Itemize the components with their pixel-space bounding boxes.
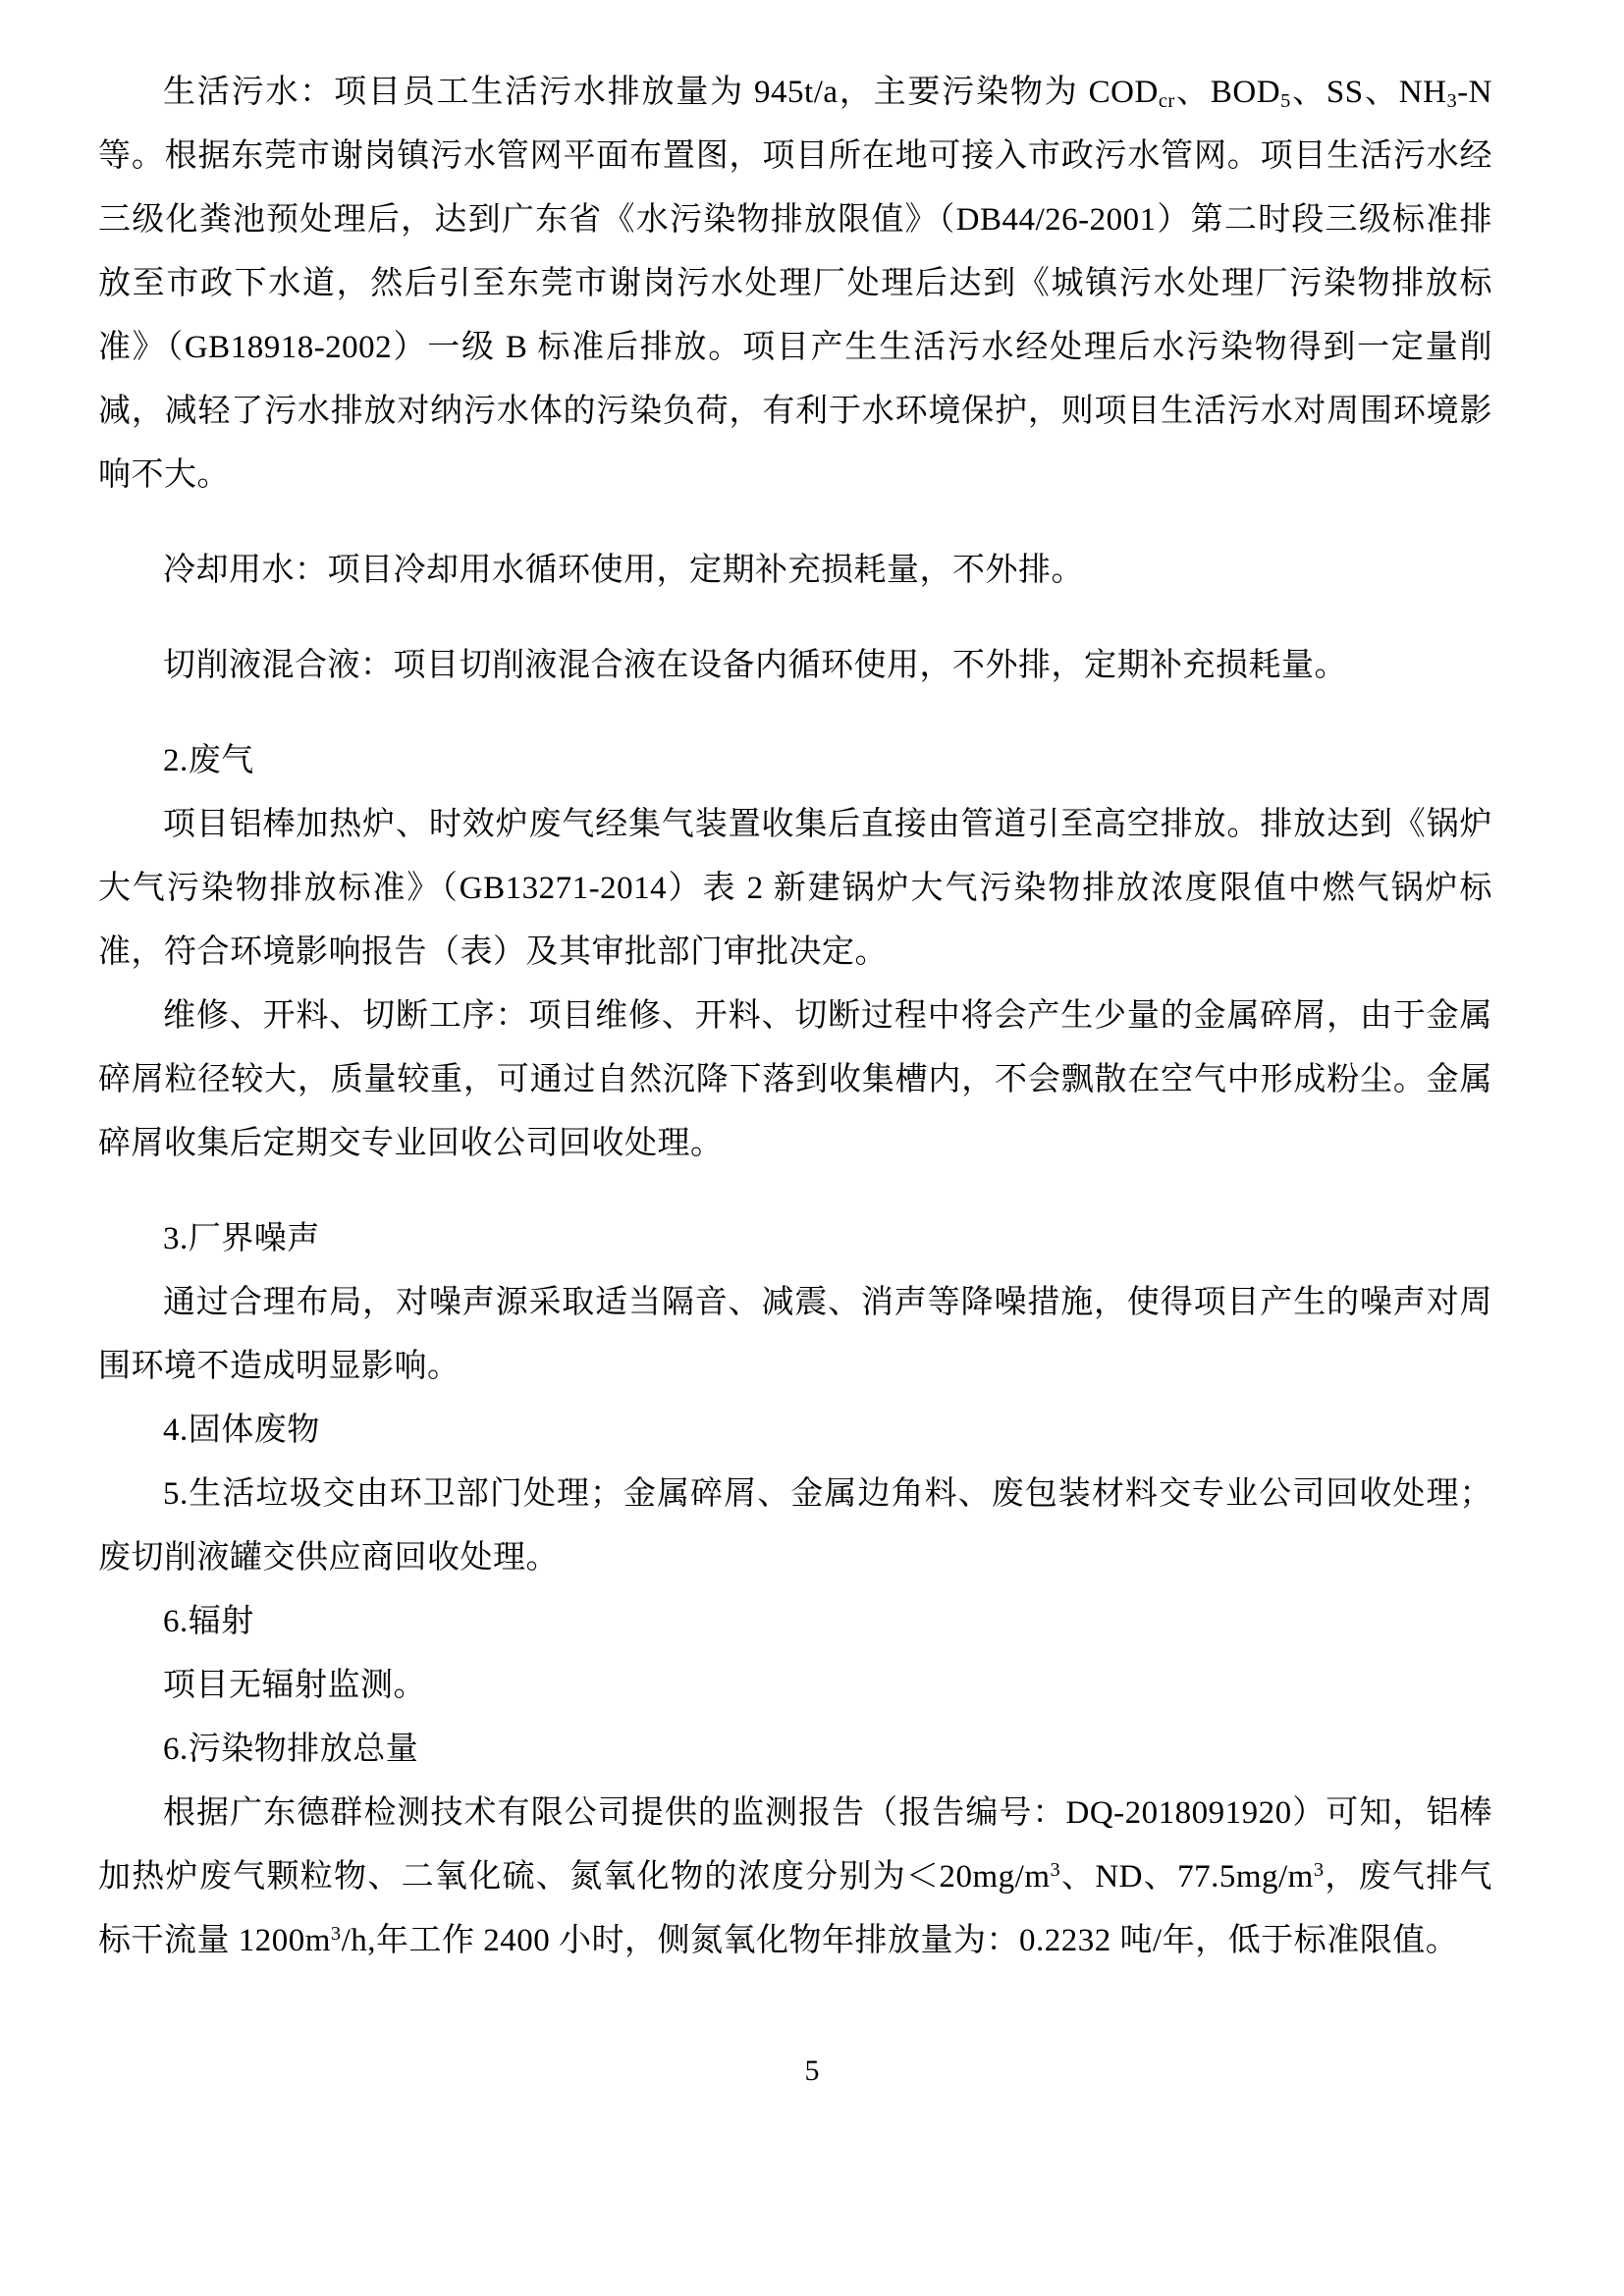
text-run: 、SS、NH bbox=[1290, 75, 1447, 110]
text-run: 6.污染物排放总量 bbox=[163, 1732, 419, 1767]
paragraph bbox=[98, 539, 1492, 603]
paragraph bbox=[98, 1782, 1492, 1973]
sup-text-run: 3 bbox=[1050, 1858, 1061, 1881]
text-run: /h,年工作 2400 小时，侧氮氧化物年排放量为：0.2232 吨/年，低于标准限值。 bbox=[341, 1923, 1459, 1958]
paragraph bbox=[98, 1271, 1492, 1399]
heading bbox=[98, 1718, 1492, 1782]
text-run: 根据广东德群检测技术有限公司提供的监测报告（报告编号：DQ-2018091920）可知，铝棒加热炉废气颗粒物、二氧化硫、氮氧化物的浓度分别为＜20mg/m bbox=[98, 1795, 1492, 1895]
text-run: -N 等。根据东莞市谢岗镇污水管网平面布置图，项目所在地可接入市政污水管网。项目生活污水经三级化粪池预处理后，达到广东省《水污染物排放限值》（DB44/26-2001）第二时段三级标准排放至市政下水道，然后引至东莞市谢岗污水处理厂处理后达到《城镇污水处理厂污染物排放标准》（GB18918-2002）一级 B 标准后排放。项目产生生活污水经处理后水污染物得到一定量削减，减轻了污水排放对纳污水体的污染负荷，有利于水环境保护，则项目生活污水对周围环境影响不大。 bbox=[98, 75, 1492, 493]
text-run: 4.固体废物 bbox=[163, 1413, 320, 1448]
heading bbox=[98, 1399, 1492, 1463]
page-footer bbox=[0, 2052, 1624, 2091]
sup-text-run: 3 bbox=[330, 1922, 342, 1945]
text-run: 生活污水：项目员工生活污水排放量为 945t/a，主要污染物为 COD bbox=[163, 75, 1159, 110]
paragraph bbox=[98, 1463, 1492, 1590]
heading bbox=[98, 1590, 1492, 1654]
text-run: 项目铝棒加热炉、时效炉废气经集气装置收集后直接由管道引至高空排放。排放达到《锅炉大气污染物排放标准》（GB13271-2014）表 2 新建锅炉大气污染物排放浓度限值中燃气锅炉标准，符合环境影响报告（表）及其审批部门审批决定。 bbox=[98, 807, 1492, 970]
paragraph bbox=[98, 1654, 1492, 1718]
paragraph bbox=[98, 61, 1492, 507]
sub-text-run: 3 bbox=[1446, 90, 1458, 113]
text-run: 通过合理布局，对噪声源采取适当隔音、减震、消声等降噪措施，使得项目产生的噪声对周围环境不造成明显影响。 bbox=[98, 1285, 1492, 1384]
text-run: 6.辐射 bbox=[163, 1604, 254, 1639]
text-run: 3.厂界噪声 bbox=[163, 1221, 320, 1256]
text-run: 项目无辐射监测。 bbox=[163, 1668, 426, 1703]
text-run: 5.生活垃圾交由环卫部门处理；金属碎屑、金属边角料、废包装材料交专业公司回收处理；废切削液罐交供应商回收处理。 bbox=[98, 1476, 1492, 1575]
sub-text-run: cr bbox=[1158, 90, 1175, 113]
text-run: 维修、开料、切断工序：项目维修、开料、切断过程中将会产生少量的金属碎屑，由于金属碎屑粒径较大，质量较重，可通过自然沉降下落到收集槽内，不会飘散在空气中形成粉尘。金属碎屑收集后定期交专业回收公司回收处理。 bbox=[98, 998, 1492, 1161]
document-body bbox=[98, 61, 1492, 1973]
heading bbox=[98, 729, 1492, 793]
sub-text-run: 5 bbox=[1280, 90, 1291, 113]
text-run: 2.废气 bbox=[163, 743, 254, 778]
text-run: 切削液混合液：项目切削液混合液在设备内循环使用，不外排，定期补充损耗量。 bbox=[163, 648, 1347, 683]
page-number: 5 bbox=[804, 2055, 820, 2087]
paragraph bbox=[98, 634, 1492, 698]
paragraph bbox=[98, 793, 1492, 985]
text-run: 、BOD bbox=[1174, 75, 1281, 110]
text-run: ，废气排气标干流量 1200m bbox=[98, 1859, 1493, 1958]
sup-text-run: 3 bbox=[1313, 1858, 1325, 1881]
paragraph bbox=[98, 985, 1492, 1176]
heading bbox=[98, 1207, 1492, 1271]
text-run: 、ND、77.5mg/m bbox=[1060, 1859, 1314, 1895]
text-run: 冷却用水：项目冷却用水循环使用，定期补充损耗量，不外排。 bbox=[163, 553, 1084, 588]
